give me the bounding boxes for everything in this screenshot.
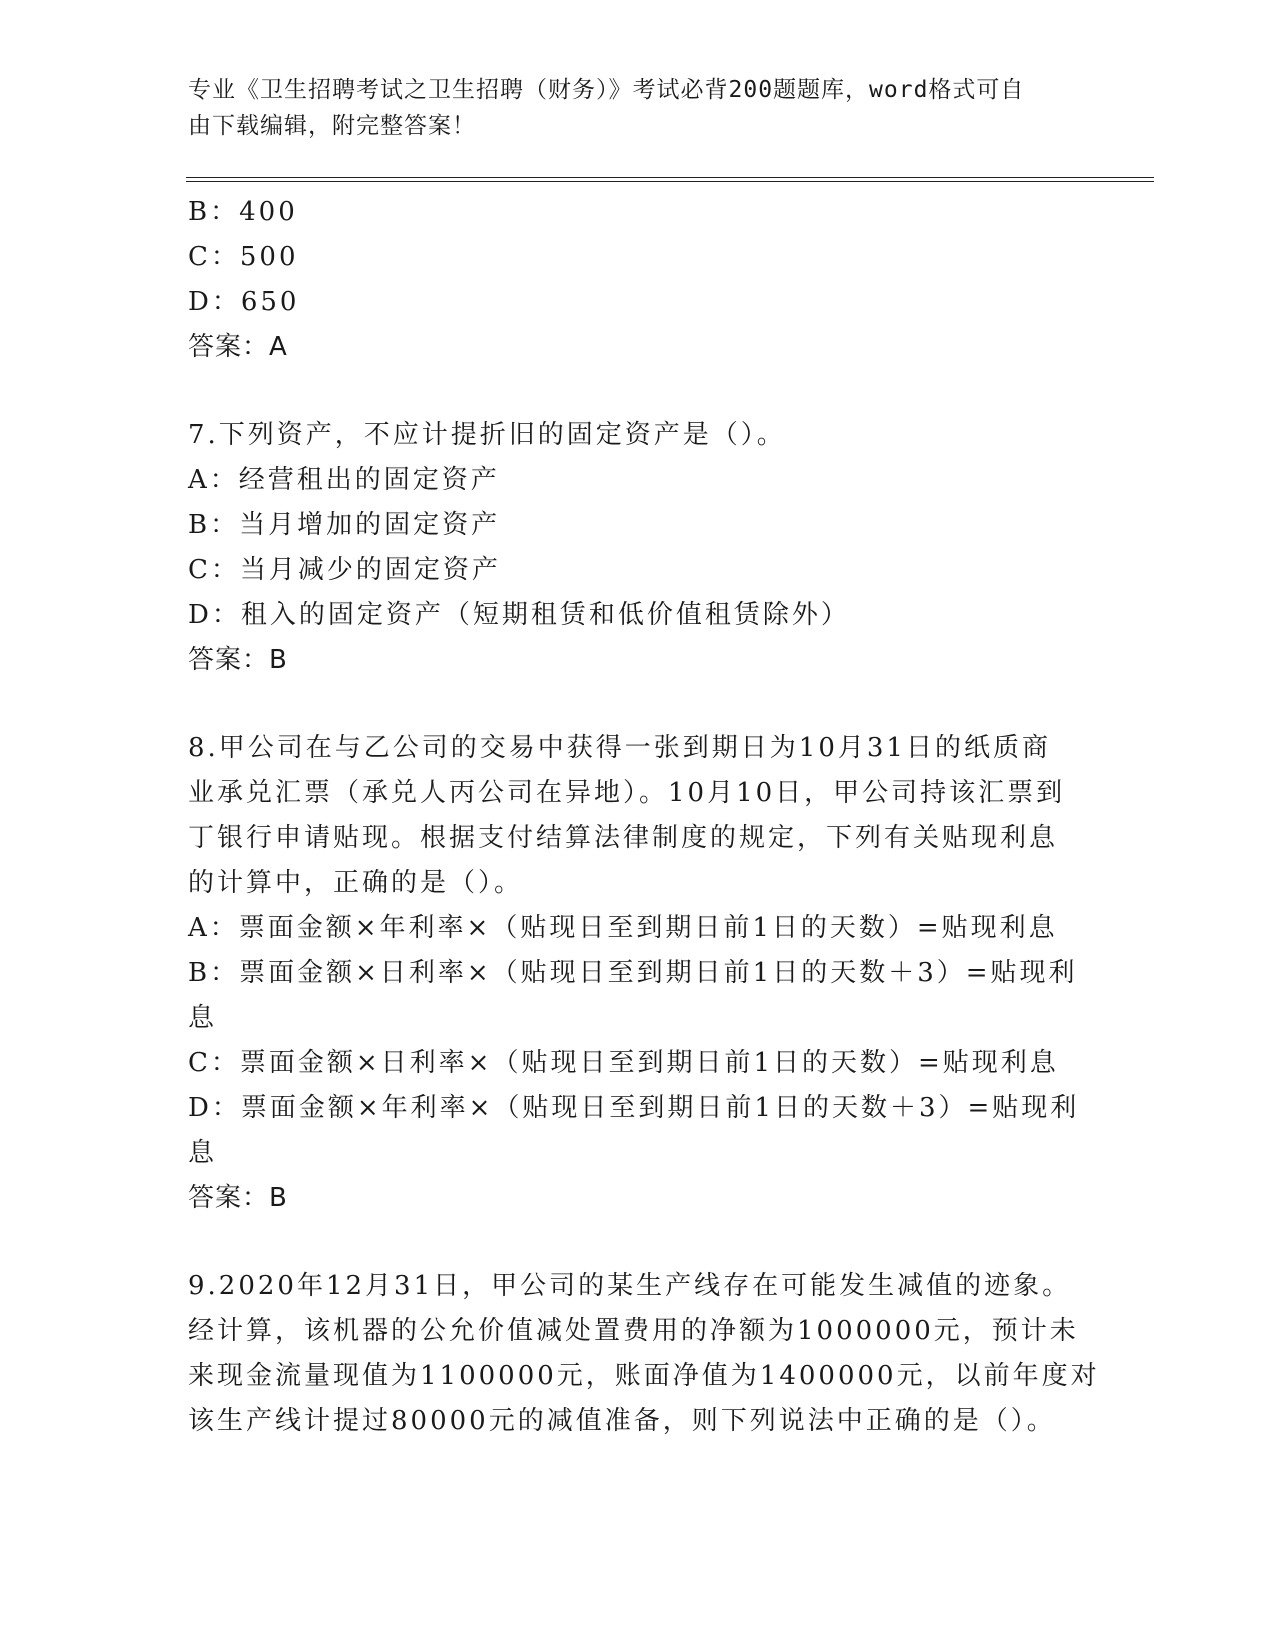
q8-option-a: A：票面金额×年利率×（贴现日至到期日前1日的天数）=贴现利息 xyxy=(188,913,1058,943)
question-9 xyxy=(188,1264,1100,1444)
q8-stem-line-2: 业承兑汇票（承兑人丙公司在异地）。10月10日，甲公司持该汇票到 xyxy=(188,778,1066,808)
spacer xyxy=(188,683,1088,726)
q7-option-d: D：租入的固定资产（短期租赁和低价值租赁除外） xyxy=(188,600,850,630)
question-6-tail xyxy=(188,190,1088,370)
q7-option-b: B：当月增加的固定资产 xyxy=(188,510,501,540)
q8-option-b-continued: 息 xyxy=(188,1003,218,1033)
q7-answer: 答案：B xyxy=(188,645,288,675)
q9-stem-line-4: 该生产线计提过80000元的减值准备，则下列说法中正确的是（）。 xyxy=(188,1406,1056,1436)
q9-stem-line-2: 经计算，该机器的公允价值减处置费用的净额为1000000元，预计未 xyxy=(188,1316,1079,1346)
header-divider-bottom xyxy=(186,181,1154,182)
spacer xyxy=(188,370,1088,413)
spacer xyxy=(188,1221,1088,1264)
q7-stem: 7.下列资产，不应计提折旧的固定资产是（）。 xyxy=(188,420,786,450)
q8-option-d-continued: 息 xyxy=(188,1138,218,1168)
question-8 xyxy=(188,726,1088,1221)
header-line-2: 由下载编辑，附完整答案！ xyxy=(188,113,476,139)
q8-option-b: B：票面金额×日利率×（贴现日至到期日前1日的天数＋3）=贴现利 xyxy=(188,958,1078,988)
header-divider-top xyxy=(186,177,1154,178)
q9-stem-line-1: 9.2020年12月31日，甲公司的某生产线存在可能发生减值的迹象。 xyxy=(188,1271,1072,1301)
q9-stem-line-3: 来现金流量现值为1100000元，账面净值为1400000元，以前年度对 xyxy=(188,1361,1100,1391)
q8-stem-line-3: 丁银行申请贴现。根据支付结算法律制度的规定，下列有关贴现利息 xyxy=(188,823,1059,853)
document-body xyxy=(188,190,1100,1444)
q8-option-c: C：票面金额×日利率×（贴现日至到期日前1日的天数）=贴现利息 xyxy=(188,1048,1059,1078)
q8-option-d: D：票面金额×年利率×（贴现日至到期日前1日的天数＋3）=贴现利 xyxy=(188,1093,1080,1123)
q6-option-c: C：500 xyxy=(188,242,299,272)
q8-stem-line-1: 8.甲公司在与乙公司的交易中获得一张到期日为10月31日的纸质商 xyxy=(188,733,1051,763)
q6-option-d: D：650 xyxy=(188,287,300,317)
header-line-1: 专业《卫生招聘考试之卫生招聘（财务）》考试必背200题题库，word格式可自 xyxy=(188,77,1025,103)
q8-answer: 答案：B xyxy=(188,1183,288,1213)
document-header xyxy=(188,72,1068,144)
question-7 xyxy=(188,413,1088,683)
q6-answer: 答案：A xyxy=(188,332,288,362)
q7-option-c: C：当月减少的固定资产 xyxy=(188,555,501,585)
q8-stem-line-4: 的计算中，正确的是（）。 xyxy=(188,868,524,898)
q6-option-b: B：400 xyxy=(188,197,298,227)
q7-option-a: A：经营租出的固定资产 xyxy=(188,465,500,495)
